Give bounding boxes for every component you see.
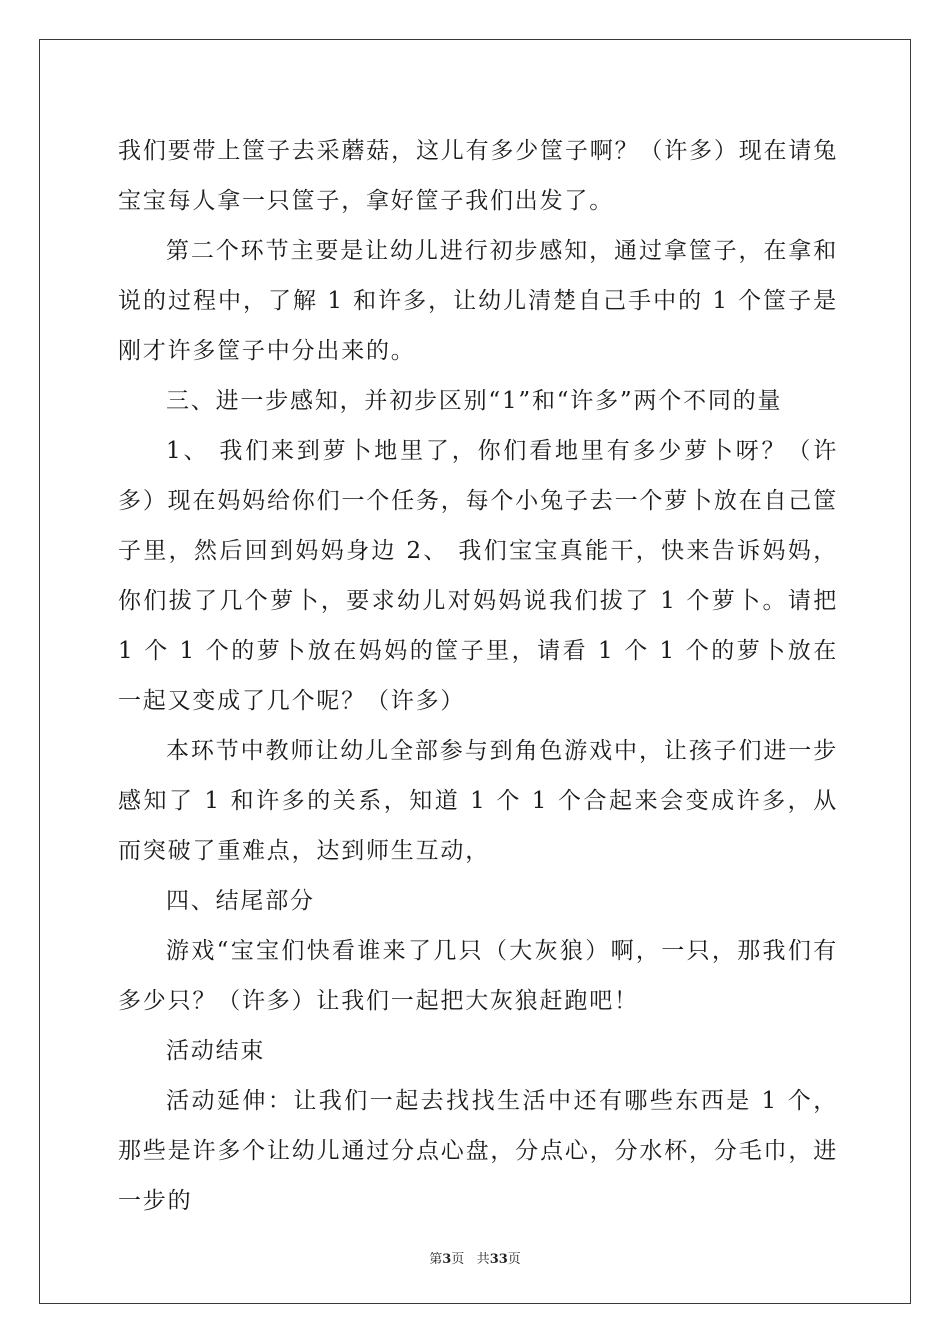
page-number: 3 [442, 1252, 452, 1267]
paragraph-4: 1、 我们来到萝卜地里了，你们看地里有多少萝卜呀？（许多）现在妈妈给你们一个任务，每个小兔子去一个萝卜放在自己筐子里，然后回到妈妈身边 2、 我们宝宝真能干，快来告诉妈妈，你们拔了几个萝卜，要求幼儿对妈妈说我们拔了 1 个萝卜。请把 1 个 1 个的萝卜放在妈妈的筐子里，请看 1 个 1 个的萝卜放在一起又变成了几个呢？（许多） [118, 438, 838, 714]
paragraph-9: 活动延伸：让我们一起去找找生活中还有哪些东西是 1 个，那些是许多个让幼儿通过分点心盘，分点心，分水杯，分毛巾，进一步的 [118, 1088, 838, 1214]
section-heading-4: 四、结尾部分 [166, 888, 315, 914]
total-suffix: 页 [507, 1252, 521, 1267]
document-body [118, 126, 838, 1226]
total-pages: 33 [489, 1252, 508, 1267]
paragraph-1: 我们要带上筐子去采蘑菇，这儿有多少筐子啊？（许多）现在请兔宝宝每人拿一只筐子，拿好筐子我们出发了。 [118, 138, 838, 214]
paragraph-7: 游戏“宝宝们快看谁来了几只（大灰狼）啊，一只，那我们有多少只？（许多）让我们一起把大灰狼赶跑吧！ [118, 938, 838, 1014]
total-prefix: 共 [476, 1252, 490, 1267]
page-suffix: 页 [451, 1252, 465, 1267]
paragraph-8: 活动结束 [166, 1038, 266, 1064]
page-prefix: 第 [429, 1252, 443, 1267]
page-footer [0, 1248, 950, 1267]
paragraph-2: 第二个环节主要是让幼儿进行初步感知，通过拿筐子，在拿和说的过程中，了解 1 和许多，让幼儿清楚自己手中的 1 个筐子是刚才许多筐子中分出来的。 [118, 238, 838, 364]
paragraph-5: 本环节中教师让幼儿全部参与到角色游戏中，让孩子们进一步感知了 1 和许多的关系，知道 1 个 1 个合起来会变成许多，从而突破了重难点，达到师生互动， [118, 738, 838, 864]
section-heading-3: 三、进一步感知，并初步区别“1”和“许多”两个不同的量 [166, 388, 783, 414]
